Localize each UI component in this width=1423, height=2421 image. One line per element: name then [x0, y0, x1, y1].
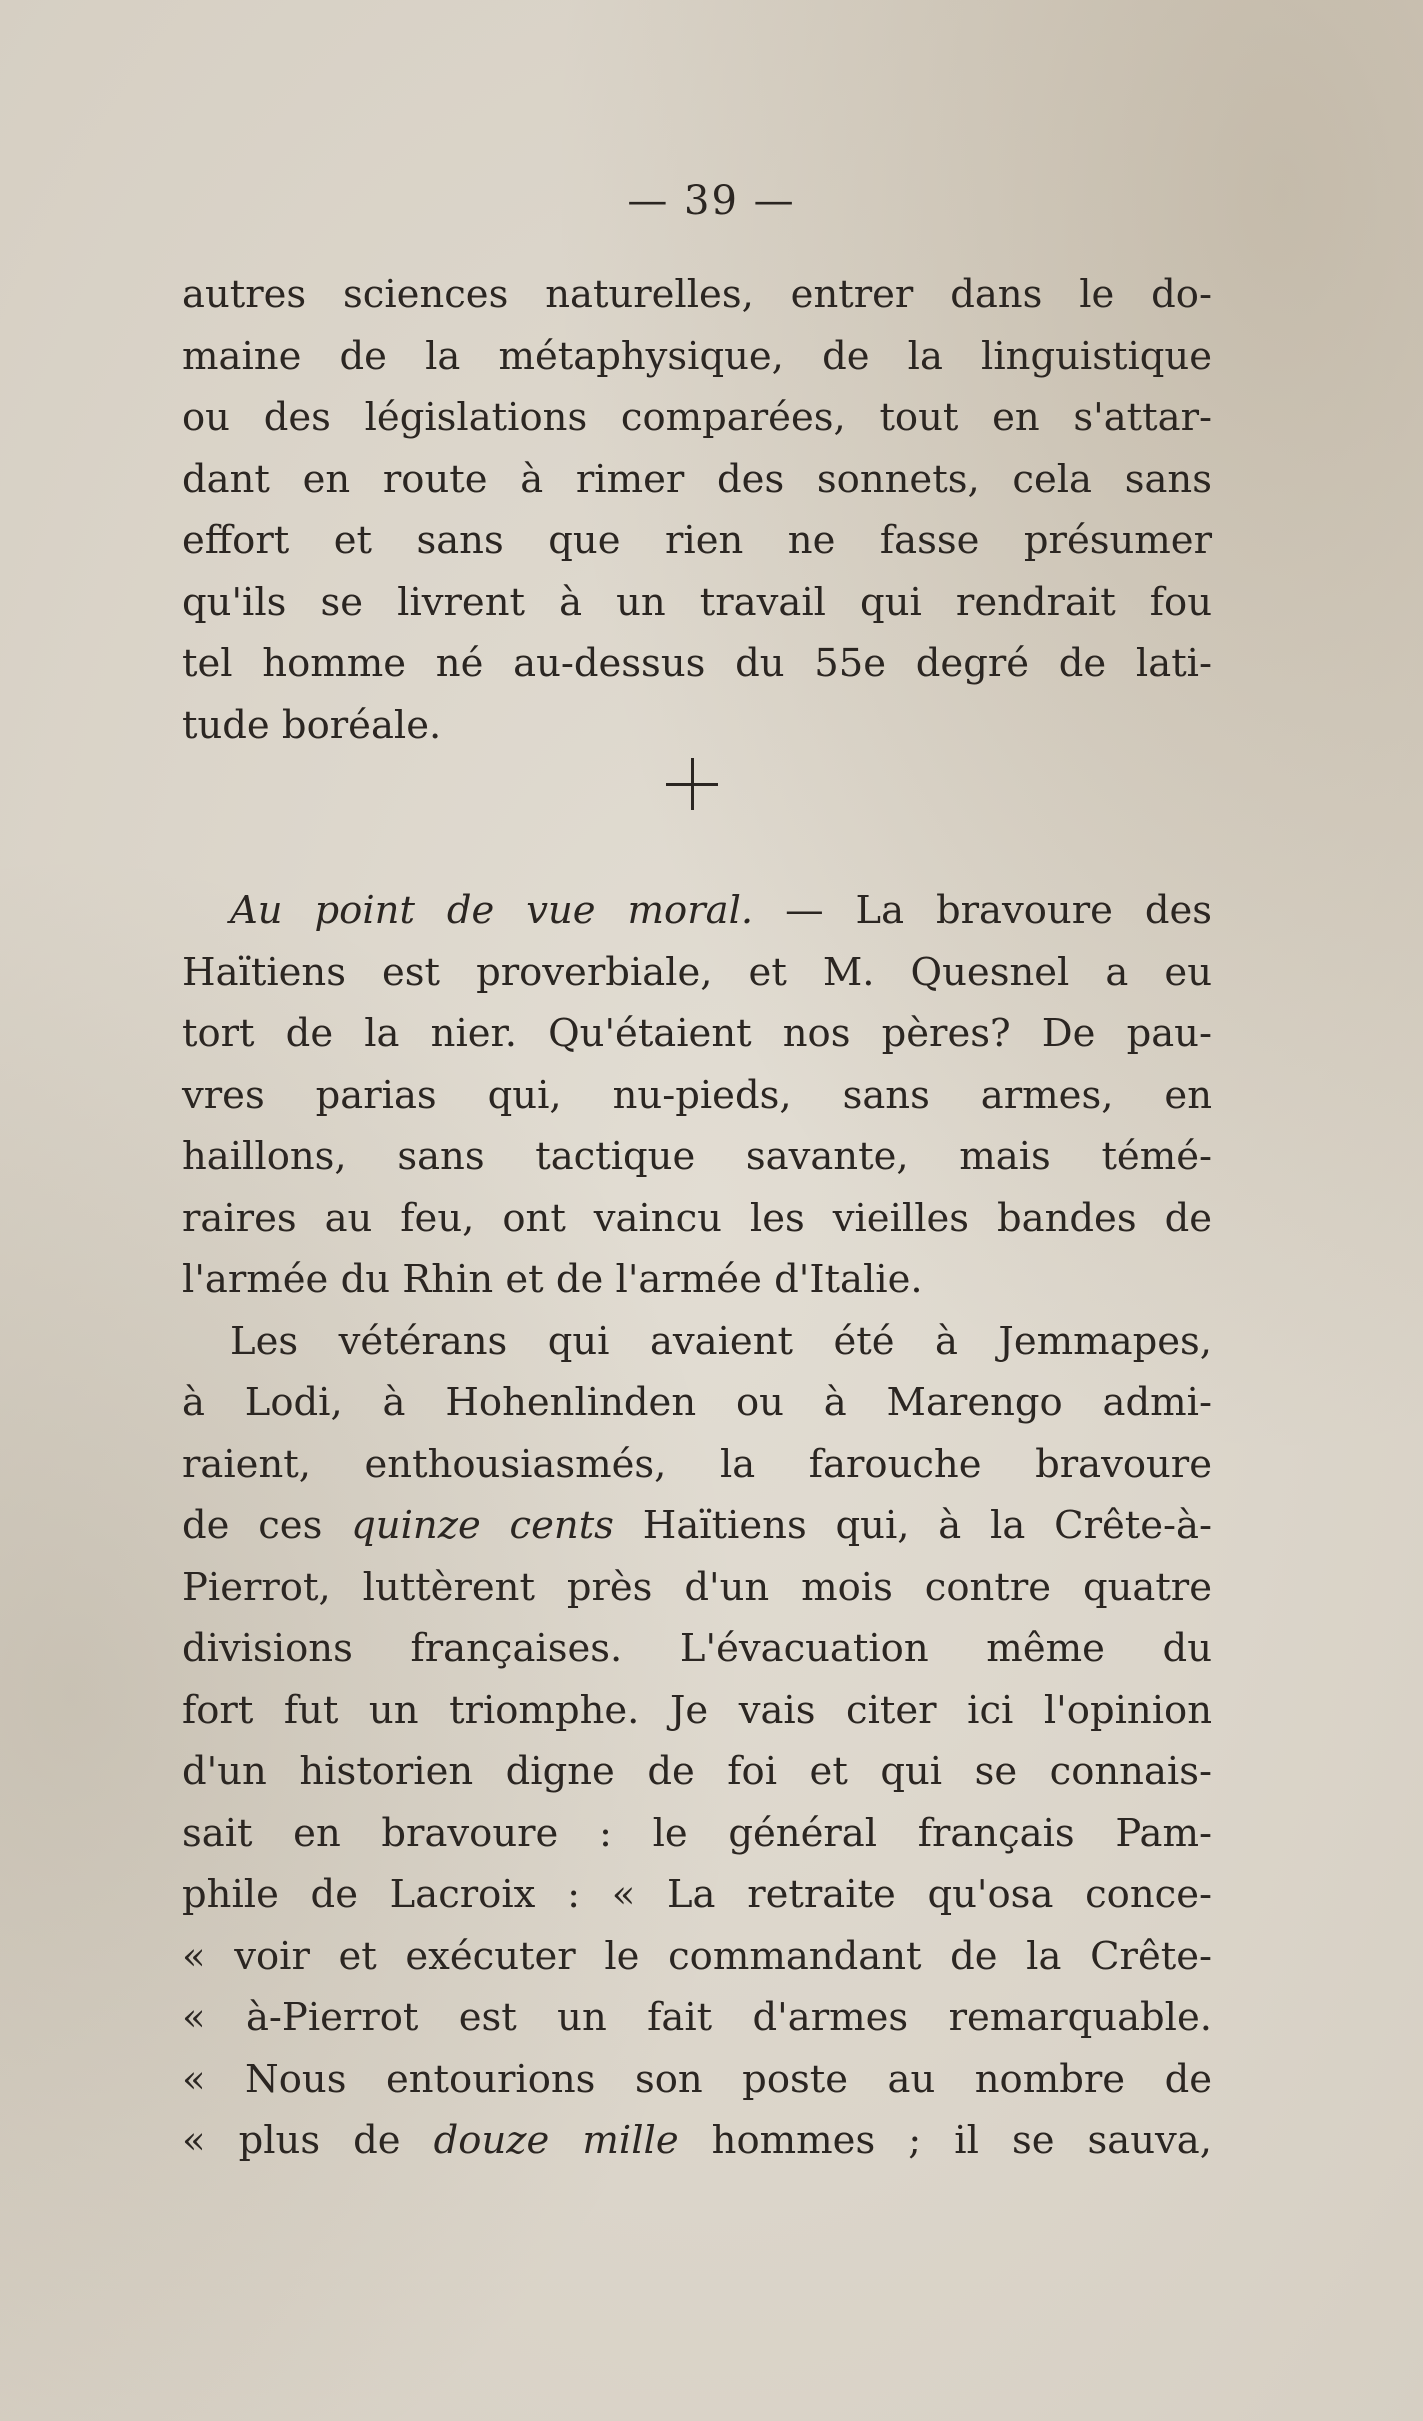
- section-moral: [182, 880, 1212, 2172]
- text-fragment: — La bravoure des: [753, 888, 1213, 933]
- text-fragment: de ces: [182, 1503, 352, 1548]
- text-line: Haïtiens est proverbiale, et M. Quesnel a eu: [182, 949, 1212, 995]
- text-fragment: Haïtiens qui, à la Crête-à-: [613, 1503, 1212, 1548]
- paragraph-continuation: [182, 264, 1212, 756]
- text-line: [182, 2110, 1212, 2172]
- text-line: effort et sans que rien ne fasse présumer: [182, 518, 1212, 563]
- section-separator-cross: [666, 758, 718, 810]
- text-line: haillons, sans tactique savante, mais témé-: [182, 1134, 1212, 1179]
- text-line: d'un historien digne de foi et qui se connais-: [182, 1749, 1212, 1794]
- text-line: maine de la métaphysique, de la linguistique: [182, 333, 1212, 379]
- italic-fragment: quinze cents: [351, 1503, 614, 1548]
- section-heading-line: [182, 880, 1212, 942]
- text-line: ou des législations comparées, tout en s'attar-: [182, 395, 1212, 440]
- text-line: à Lodi, à Hohenlinden ou à Marengo admi-: [182, 1380, 1212, 1425]
- text-line: l'armée du Rhin et de l'armée d'Italie.: [182, 1257, 923, 1302]
- text-line: « à-Pierrot est un fait d'armes remarquable.: [182, 1995, 1212, 2040]
- text-line: raient, enthousiasmés, la farouche bravoure: [182, 1441, 1212, 1487]
- text-line: Les vétérans qui avaient été à Jemmapes,: [230, 1318, 1212, 1364]
- text-fragment: « plus de: [182, 2118, 434, 2163]
- page-number: — 39 —: [627, 178, 796, 224]
- text-line: sait en bravoure : le général français Pam-: [182, 1810, 1212, 1856]
- text-line: phile de Lacroix : « La retraite qu'osa conce-: [182, 1872, 1212, 1917]
- section-lead: Au point de vue moral.: [230, 888, 754, 933]
- text-line: vres parias qui, nu-pieds, sans armes, en: [182, 1072, 1212, 1118]
- text-line: [182, 1495, 1212, 1557]
- text-line: « Nous entourions son poste au nombre de: [182, 2056, 1212, 2102]
- text-line: fort fut un triomphe. Je vais citer ici l'opinion: [182, 1687, 1212, 1733]
- text-fragment: hommes ; il se sauva,: [678, 2118, 1212, 2163]
- text-line: qu'ils se livrent à un travail qui rendrait fou: [182, 579, 1212, 625]
- text-line: « voir et exécuter le commandant de la Crête-: [182, 1933, 1212, 1979]
- text-line: tort de la nier. Qu'étaient nos pères? De pau-: [182, 1011, 1212, 1056]
- text-line: dant en route à rimer des sonnets, cela sans: [182, 456, 1212, 502]
- text-line: divisions françaises. L'évacuation même du: [182, 1626, 1212, 1671]
- text-line: raires au feu, ont vaincu les vieilles bandes de: [182, 1195, 1212, 1241]
- text-line: tel homme né au-dessus du 55e degré de lati-: [182, 641, 1212, 686]
- italic-fragment: douze mille: [433, 2118, 679, 2163]
- text-line: Pierrot, luttèrent près d'un mois contre quatre: [182, 1564, 1212, 1610]
- text-line: tude boréale.: [182, 702, 442, 748]
- text-line: autres sciences naturelles, entrer dans le do-: [182, 272, 1212, 317]
